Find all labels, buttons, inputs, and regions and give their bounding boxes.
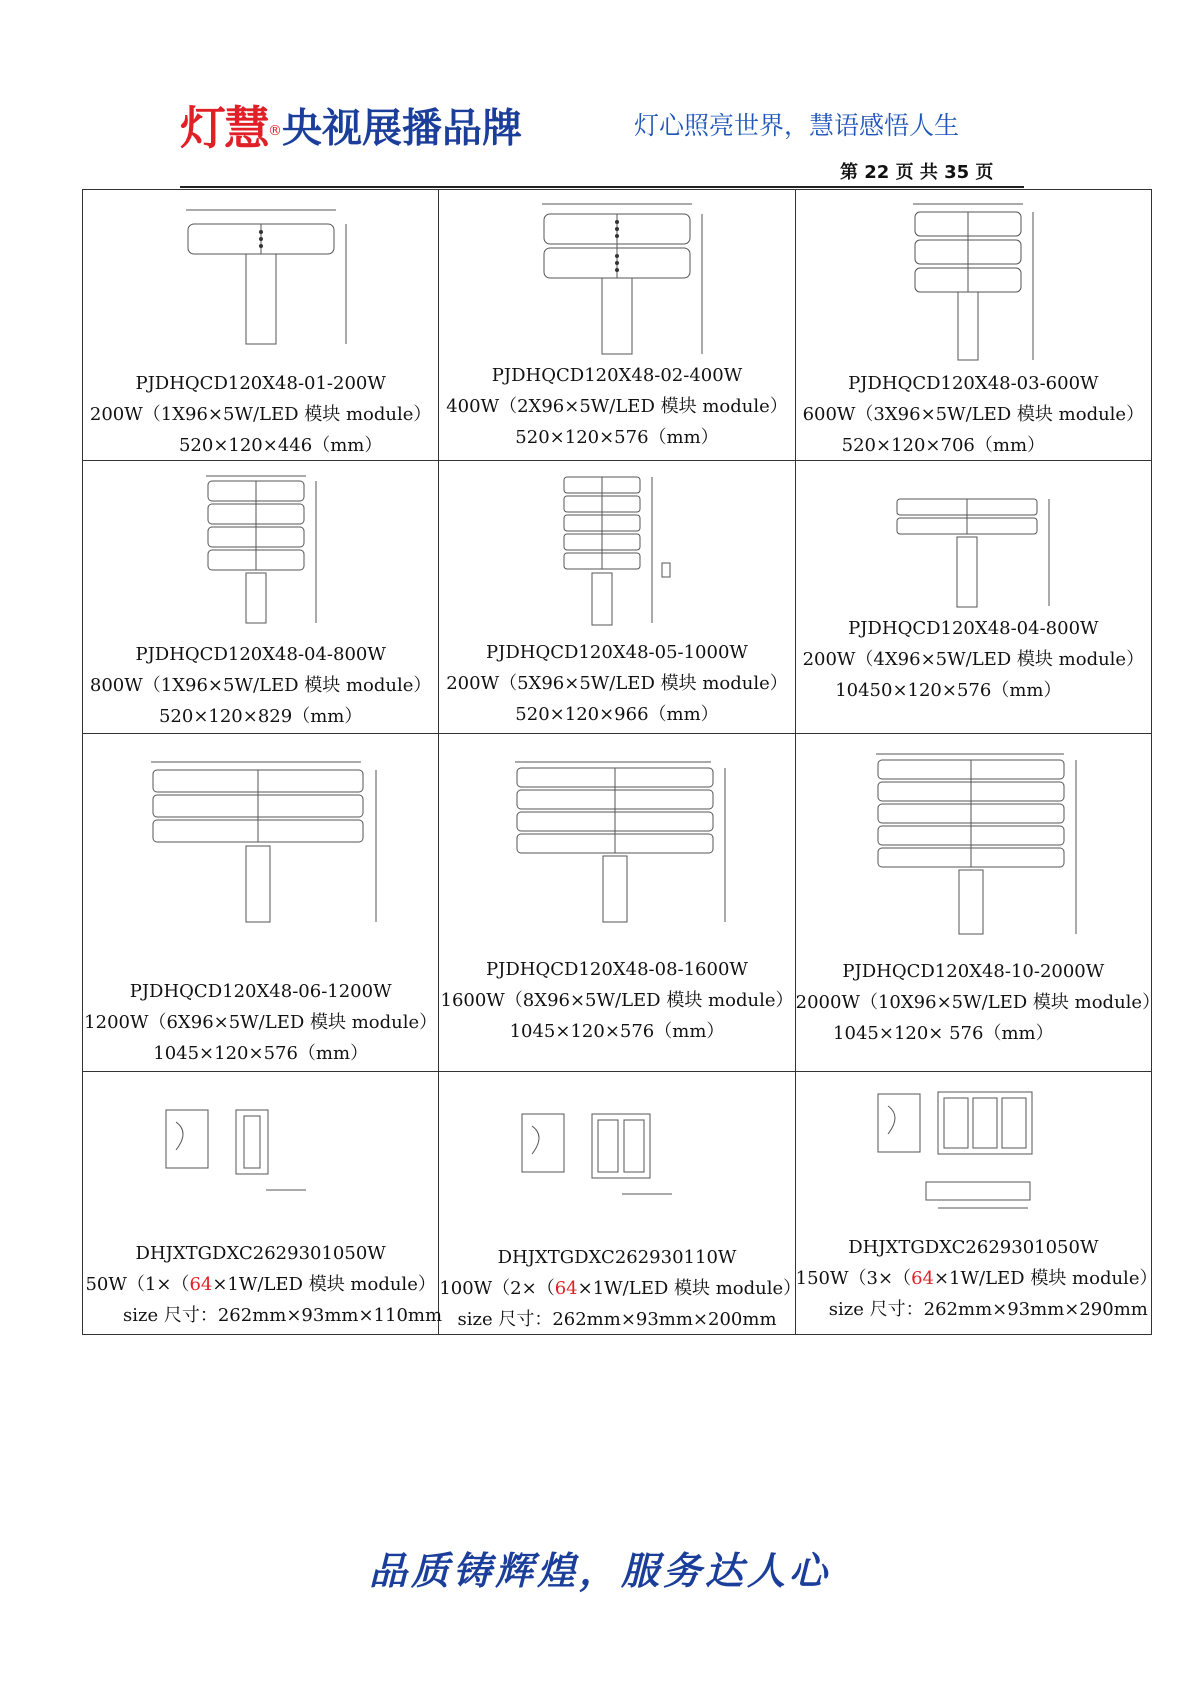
product-drawing <box>796 200 1151 365</box>
product-table <box>82 189 1161 1335</box>
floodlight-drawing-icon <box>131 758 391 928</box>
product-spec: 1200W（6X96×5W/LED 模块 module） <box>84 1012 438 1033</box>
table-row <box>83 734 1152 1072</box>
product-drawing <box>796 1086 1151 1216</box>
product-size: 520×120×706（mm） <box>841 435 1046 456</box>
product-cell <box>83 190 439 461</box>
product-size: 520×120×576（mm） <box>515 427 719 448</box>
product-spec: 200W（1X96×5W/LED 模块 module） <box>89 404 432 425</box>
table-row <box>83 190 1152 461</box>
spec-prefix: 100W（2×（ <box>439 1278 555 1299</box>
header-rule <box>180 186 1024 188</box>
product-drawing <box>439 473 794 628</box>
spec-led-count: 64 <box>554 1278 578 1299</box>
product-caption <box>439 954 794 1047</box>
spec-led-count: 64 <box>189 1274 213 1295</box>
product-size: 10450×120×576（mm） <box>835 680 1062 701</box>
product-model: PJDHQCD120X48-05-1000W <box>486 642 748 663</box>
header-slogan: 灯心照亮世界，慧语感悟人生 <box>634 111 960 140</box>
brand-tagline: 央视展播品牌 <box>282 105 522 152</box>
spec-prefix: 50W（1×（ <box>85 1274 190 1295</box>
product-cell <box>439 461 795 734</box>
footer-motto: 品质铸辉煌，服务达人心 <box>368 1549 831 1593</box>
floodlight-drawing-icon <box>166 204 356 354</box>
product-caption <box>439 360 794 453</box>
product-drawing <box>796 491 1151 611</box>
product-cell <box>83 461 439 734</box>
spec-led-count: 64 <box>911 1268 934 1289</box>
floodlight-drawing-icon <box>898 200 1048 365</box>
product-spec <box>795 1263 1158 1294</box>
brand-name: 灯慧 <box>180 101 268 155</box>
product-caption <box>83 1238 443 1331</box>
product-drawing <box>439 200 794 360</box>
product-size: 1045×120×576（mm） <box>153 1043 369 1064</box>
product-model: PJDHQCD120X48-01-200W <box>135 373 386 394</box>
product-cell <box>795 190 1151 461</box>
page-number: 第 22 页 共 35 页 <box>840 162 994 183</box>
tunnel-light-drawing-icon <box>146 1102 376 1202</box>
product-size: size 尺寸：262mm×93mm×110mm <box>123 1305 443 1326</box>
product-model: PJDHQCD120X48-10-2000W <box>842 961 1105 982</box>
product-cell <box>795 734 1161 1072</box>
product-spec: 800W（1X96×5W/LED 模块 module） <box>89 675 432 696</box>
product-model: PJDHQCD120X48-04-800W <box>135 644 386 665</box>
product-caption <box>795 956 1161 1049</box>
product-drawing <box>83 758 438 928</box>
product-size: 520×120×966（mm） <box>515 704 719 725</box>
product-size: 520×120×829（mm） <box>158 706 363 727</box>
spec-suffix: ×1W/LED 模块 module） <box>212 1274 436 1295</box>
floodlight-drawing-icon <box>858 750 1088 940</box>
product-caption <box>83 368 438 461</box>
product-model: PJDHQCD120X48-02-400W <box>491 365 743 386</box>
product-spec <box>439 1273 802 1304</box>
floodlight-drawing-icon <box>547 473 687 628</box>
product-caption <box>796 368 1151 461</box>
product-model: DHJXTGDXC2629301050W <box>848 1237 1099 1258</box>
product-cell <box>439 1072 802 1335</box>
spec-suffix: ×1W/LED 模块 module） <box>933 1268 1158 1289</box>
product-cell <box>439 190 795 461</box>
product-size: 1045×120× 576（mm） <box>833 1023 1054 1044</box>
product-spec: 200W（5X96×5W/LED 模块 module） <box>446 673 788 694</box>
registered-mark: ® <box>268 123 282 139</box>
product-model: PJDHQCD120X48-04-800W <box>848 618 1099 639</box>
floodlight-drawing-icon <box>191 473 331 628</box>
product-caption <box>439 637 794 730</box>
product-size: size 尺寸：262mm×93mm×200mm <box>457 1309 777 1330</box>
product-size: 1045×120×576（mm） <box>509 1021 725 1042</box>
product-cell <box>83 734 439 1072</box>
tunnel-light-drawing-icon <box>858 1086 1088 1216</box>
floodlight-drawing-icon <box>883 491 1063 611</box>
product-caption <box>795 1232 1158 1325</box>
spec-prefix: 150W（3×（ <box>795 1268 912 1289</box>
floodlight-drawing-icon <box>497 758 737 928</box>
product-spec <box>83 1269 438 1300</box>
product-drawing <box>83 204 438 354</box>
product-cell <box>439 734 795 1072</box>
product-model: DHJXTGDXC262930110W <box>497 1247 737 1268</box>
product-model: PJDHQCD120X48-08-1600W <box>486 959 748 980</box>
product-cell <box>83 1072 443 1335</box>
product-caption <box>83 639 438 732</box>
product-drawing <box>83 473 438 628</box>
product-size: 520×120×446（mm） <box>178 435 383 456</box>
product-model: PJDHQCD120X48-03-600W <box>848 373 1099 394</box>
product-spec: 600W（3X96×5W/LED 模块 module） <box>802 404 1145 425</box>
product-spec: 200W（4X96×5W/LED 模块 module） <box>802 649 1145 670</box>
product-model: PJDHQCD120X48-06-1200W <box>129 981 392 1002</box>
brand-logo <box>180 92 522 158</box>
product-spec: 2000W（10X96×5W/LED 模块 module） <box>795 992 1161 1013</box>
table-row <box>83 1072 1152 1335</box>
product-drawing <box>439 1106 794 1206</box>
table-row <box>83 461 1152 734</box>
floodlight-drawing-icon <box>522 200 712 360</box>
product-spec: 1600W（8X96×5W/LED 模块 module） <box>440 990 794 1011</box>
product-caption <box>83 976 438 1069</box>
product-drawing <box>796 750 1151 940</box>
product-cell <box>795 461 1151 734</box>
tunnel-light-drawing-icon <box>502 1106 732 1206</box>
product-caption <box>439 1242 802 1335</box>
product-model: DHJXTGDXC2629301050W <box>135 1243 386 1264</box>
product-caption <box>796 613 1151 706</box>
spec-suffix: ×1W/LED 模块 module） <box>577 1278 802 1299</box>
product-size: size 尺寸：262mm×93mm×290mm <box>828 1299 1148 1320</box>
product-drawing <box>439 758 794 928</box>
page-header <box>180 92 1020 192</box>
product-cell <box>795 1072 1158 1335</box>
product-drawing <box>83 1102 438 1202</box>
product-spec: 400W（2X96×5W/LED 模块 module） <box>446 396 788 417</box>
